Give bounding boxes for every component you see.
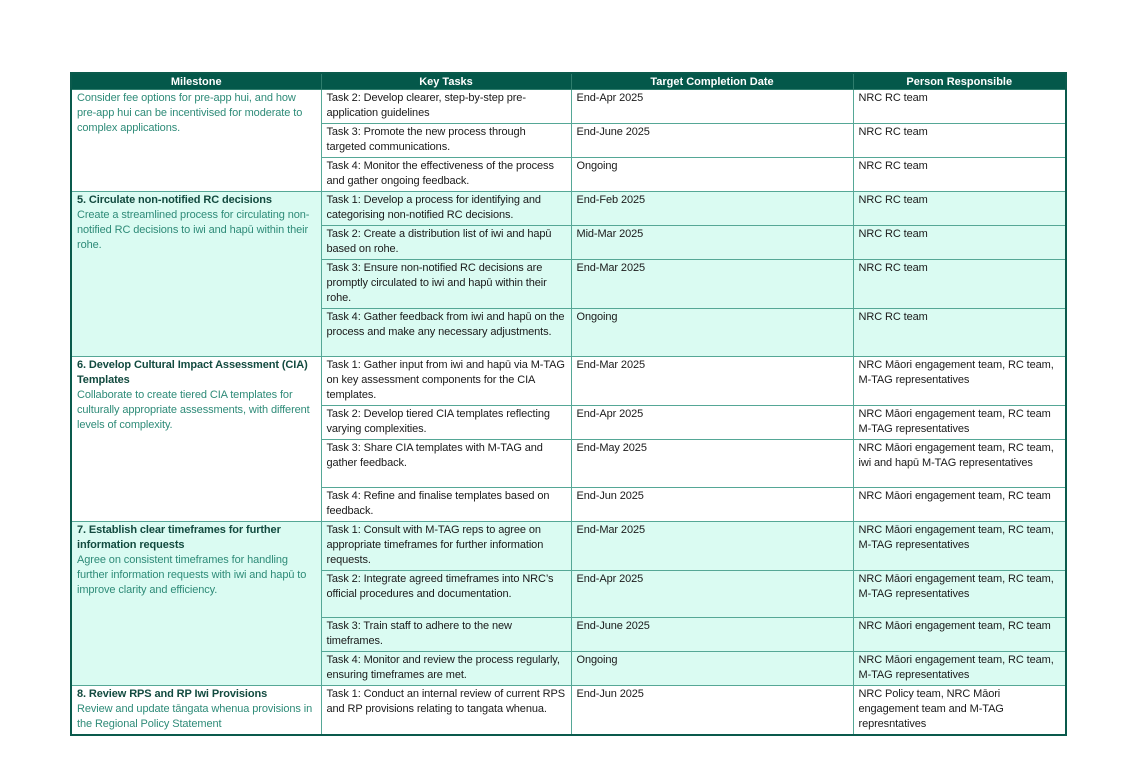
person-cell: NRC RC team <box>853 260 1066 309</box>
person-cell: NRC RC team <box>853 192 1066 226</box>
date-cell: Ongoing <box>571 158 853 192</box>
task-cell: Task 3: Ensure non-notified RC decisions are promptly circulated to iwi and hapū within their rohe. <box>321 260 571 309</box>
person-cell: NRC Māori engagement team, RC team <box>853 618 1066 652</box>
date-cell: End-Feb 2025 <box>571 192 853 226</box>
date-cell: End-May 2025 <box>571 440 853 488</box>
milestone-cell <box>71 192 321 357</box>
milestone-cell <box>71 686 321 736</box>
date-cell: End-June 2025 <box>571 124 853 158</box>
milestone-cell <box>71 90 321 192</box>
column-header-key-tasks: Key Tasks <box>321 73 571 90</box>
task-cell: Task 4: Gather feedback from iwi and hapū on the process and make any necessary adjustments. <box>321 309 571 357</box>
task-row <box>71 192 1066 226</box>
date-cell: Ongoing <box>571 652 853 686</box>
task-cell: Task 4: Refine and finalise templates based on feedback. <box>321 488 571 522</box>
person-cell: NRC RC team <box>853 124 1066 158</box>
date-cell: End-Apr 2025 <box>571 406 853 440</box>
task-cell: Task 2: Integrate agreed timeframes into NRC’s official procedures and documentation. <box>321 571 571 618</box>
task-cell: Task 3: Share CIA templates with M-TAG and gather feedback. <box>321 440 571 488</box>
task-cell: Task 4: Monitor the effectiveness of the process and gather ongoing feedback. <box>321 158 571 192</box>
column-header-person-responsible: Person Responsible <box>853 73 1066 90</box>
task-row <box>71 357 1066 406</box>
task-cell: Task 1: Consult with M-TAG reps to agree on appropriate timeframes for further information requests. <box>321 522 571 571</box>
task-cell: Task 2: Create a distribution list of iwi and hapū based on rohe. <box>321 226 571 260</box>
date-cell: End-Jun 2025 <box>571 686 853 736</box>
date-cell: End-Apr 2025 <box>571 571 853 618</box>
column-header-target-completion-date: Target Completion Date <box>571 73 853 90</box>
milestone-title: 6. Develop Cultural Impact Assessment (CIA) Templates <box>77 359 308 386</box>
person-cell: NRC Māori engagement team, RC team M-TAG representatives <box>853 406 1066 440</box>
task-cell: Task 2: Develop clearer, step-by-step pre-application guidelines <box>321 90 571 124</box>
task-row <box>71 90 1066 124</box>
person-cell: NRC Māori engagement team, RC team, M-TAG representatives <box>853 357 1066 406</box>
milestone-description: Collaborate to create tiered CIA templates for culturally appropriate assessments, with different levels of complexity. <box>77 389 310 431</box>
person-cell: NRC Māori engagement team, RC team, iwi and hapū M-TAG representatives <box>853 440 1066 488</box>
milestone-cell <box>71 522 321 686</box>
task-cell: Task 3: Promote the new process through targeted communications. <box>321 124 571 158</box>
person-cell: NRC Māori engagement team, RC team, M-TAG representatives <box>853 522 1066 571</box>
person-cell: NRC Māori engagement team, RC team, M-TAG representatives <box>853 571 1066 618</box>
task-cell: Task 4: Monitor and review the process regularly, ensuring timeframes are met. <box>321 652 571 686</box>
date-cell: End-Mar 2025 <box>571 260 853 309</box>
person-cell: NRC RC team <box>853 158 1066 192</box>
person-cell: NRC Māori engagement team, RC team <box>853 488 1066 522</box>
milestone-description: Review and update tāngata whenua provisions in the Regional Policy Statement <box>77 703 313 730</box>
milestone-description: Create a streamlined process for circulating non-notified RC decisions to iwi and hapū within their rohe. <box>77 209 310 251</box>
header-row <box>71 73 1066 90</box>
task-cell: Task 1: Gather input from iwi and hapū via M-TAG on key assessment components for the CIA templates. <box>321 357 571 406</box>
date-cell: Mid-Mar 2025 <box>571 226 853 260</box>
milestone-title: 5. Circulate non-notified RC decisions <box>77 194 272 206</box>
milestone-title: 7. Establish clear timeframes for further information requests <box>77 524 281 551</box>
milestone-cell <box>71 357 321 522</box>
person-cell: NRC RC team <box>853 226 1066 260</box>
milestone-title: 8. Review RPS and RP Iwi Provisions <box>77 688 268 700</box>
person-cell: NRC RC team <box>853 90 1066 124</box>
milestone-description: Consider fee options for pre-app hui, and how pre-app hui can be incentivised for moderate to complex applications. <box>77 92 303 134</box>
person-cell: NRC Policy team, NRC Māori engagement team and M-TAG represntatives <box>853 686 1066 736</box>
column-header-milestone: Milestone <box>71 73 321 90</box>
date-cell: End-Jun 2025 <box>571 488 853 522</box>
table-body <box>71 90 1066 736</box>
date-cell: End-Mar 2025 <box>571 522 853 571</box>
milestone-description: Agree on consistent timeframes for handling further information requests with iwi and hapū to improve clarity and efficiency. <box>77 554 307 596</box>
task-cell: Task 1: Develop a process for identifying and categorising non-notified RC decisions. <box>321 192 571 226</box>
task-row <box>71 522 1066 571</box>
task-row <box>71 686 1066 736</box>
date-cell: End-Apr 2025 <box>571 90 853 124</box>
date-cell: Ongoing <box>571 309 853 357</box>
date-cell: End-Mar 2025 <box>571 357 853 406</box>
milestone-plan-table <box>70 72 1067 736</box>
date-cell: End-June 2025 <box>571 618 853 652</box>
person-cell: NRC RC team <box>853 309 1066 357</box>
task-cell: Task 3: Train staff to adhere to the new timeframes. <box>321 618 571 652</box>
task-cell: Task 2: Develop tiered CIA templates reflecting varying complexities. <box>321 406 571 440</box>
task-cell: Task 1: Conduct an internal review of current RPS and RP provisions relating to tangata whenua. <box>321 686 571 736</box>
person-cell: NRC Māori engagement team, RC team, M-TAG representatives <box>853 652 1066 686</box>
